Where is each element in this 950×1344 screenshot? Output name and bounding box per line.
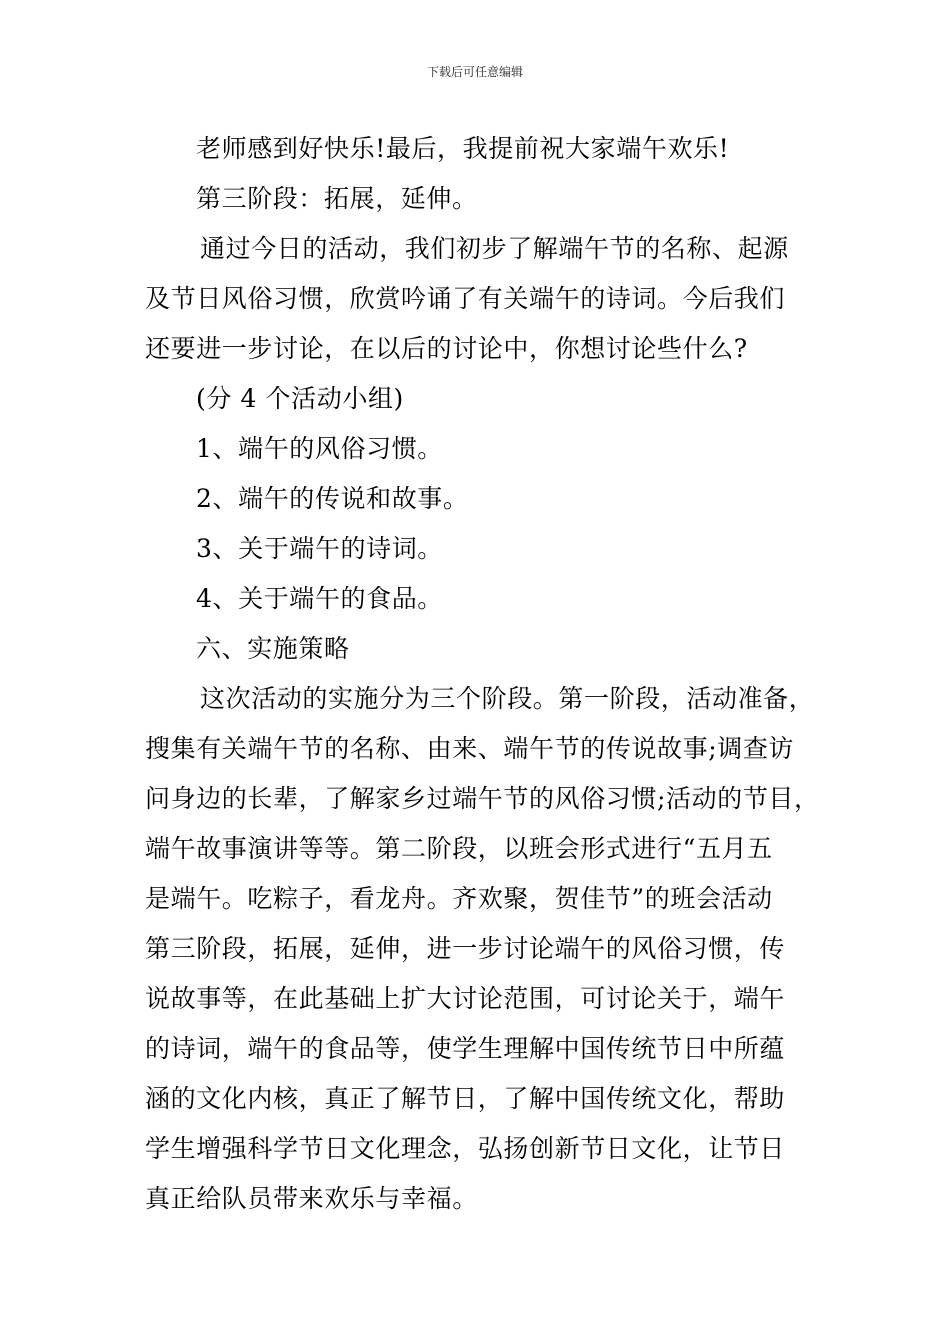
paragraph-line: 问身边的长辈，了解家乡过端午节的风俗习惯;活动的节目， bbox=[145, 784, 820, 813]
paragraph-line: 老师感到好快乐!最后，我提前祝大家端午欢乐! bbox=[196, 134, 730, 163]
list-item: 3、关于端午的诗词。 bbox=[196, 534, 443, 563]
paragraph-line: 及节日风俗习惯，欣赏吟诵了有关端午的诗词。今后我们 bbox=[145, 284, 786, 313]
paragraph-line: 涵的文化内核，真正了解节日，了解中国传统文化，帮助 bbox=[145, 1084, 786, 1113]
paragraph-line: 是端午。吃粽子，看龙舟。齐欢聚，贺佳节”的班会活动 bbox=[145, 884, 773, 913]
paragraph-line: 还要进一步讨论，在以后的讨论中，你想讨论些什么? bbox=[145, 334, 748, 363]
list-item: 2、端午的传说和故事。 bbox=[196, 484, 469, 513]
list-item: 4、关于端午的食品。 bbox=[196, 584, 443, 613]
paragraph-line: 搜集有关端午节的名称、由来、端午节的传说故事;调查访 bbox=[145, 734, 795, 763]
paragraph-line: 的诗词，端午的食品等，使学生理解中国传统节日中所蕴 bbox=[145, 1034, 786, 1063]
paragraph-line: 学生增强科学节日文化理念，弘扬创新节日文化，让节日 bbox=[145, 1134, 786, 1163]
section-heading: 六、实施策略 bbox=[196, 634, 350, 663]
paragraph-line: (分 4 个活动小组) bbox=[196, 384, 404, 413]
section-heading: 第三阶段：拓展，延伸。 bbox=[196, 184, 478, 213]
list-item: 1、端午的风俗习惯。 bbox=[196, 434, 443, 463]
paragraph-line: 通过今日的活动，我们初步了解端午节的名称、起源 bbox=[200, 234, 789, 263]
paragraph-line: 这次活动的实施分为三个阶段。第一阶段，活动准备， bbox=[200, 684, 815, 713]
paragraph-line: 真正给队员带来欢乐与幸福。 bbox=[145, 1184, 478, 1213]
page-header: 下载后可任意编辑 bbox=[426, 65, 523, 79]
paragraph-line: 第三阶段，拓展，延伸，进一步讨论端午的风俗习惯，传 bbox=[145, 934, 786, 963]
paragraph-line: 说故事等，在此基础上扩大讨论范围，可讨论关于，端午 bbox=[145, 984, 786, 1013]
paragraph-line: 端午故事演讲等等。第二阶段，以班会形式进行“五月五 bbox=[145, 834, 773, 863]
